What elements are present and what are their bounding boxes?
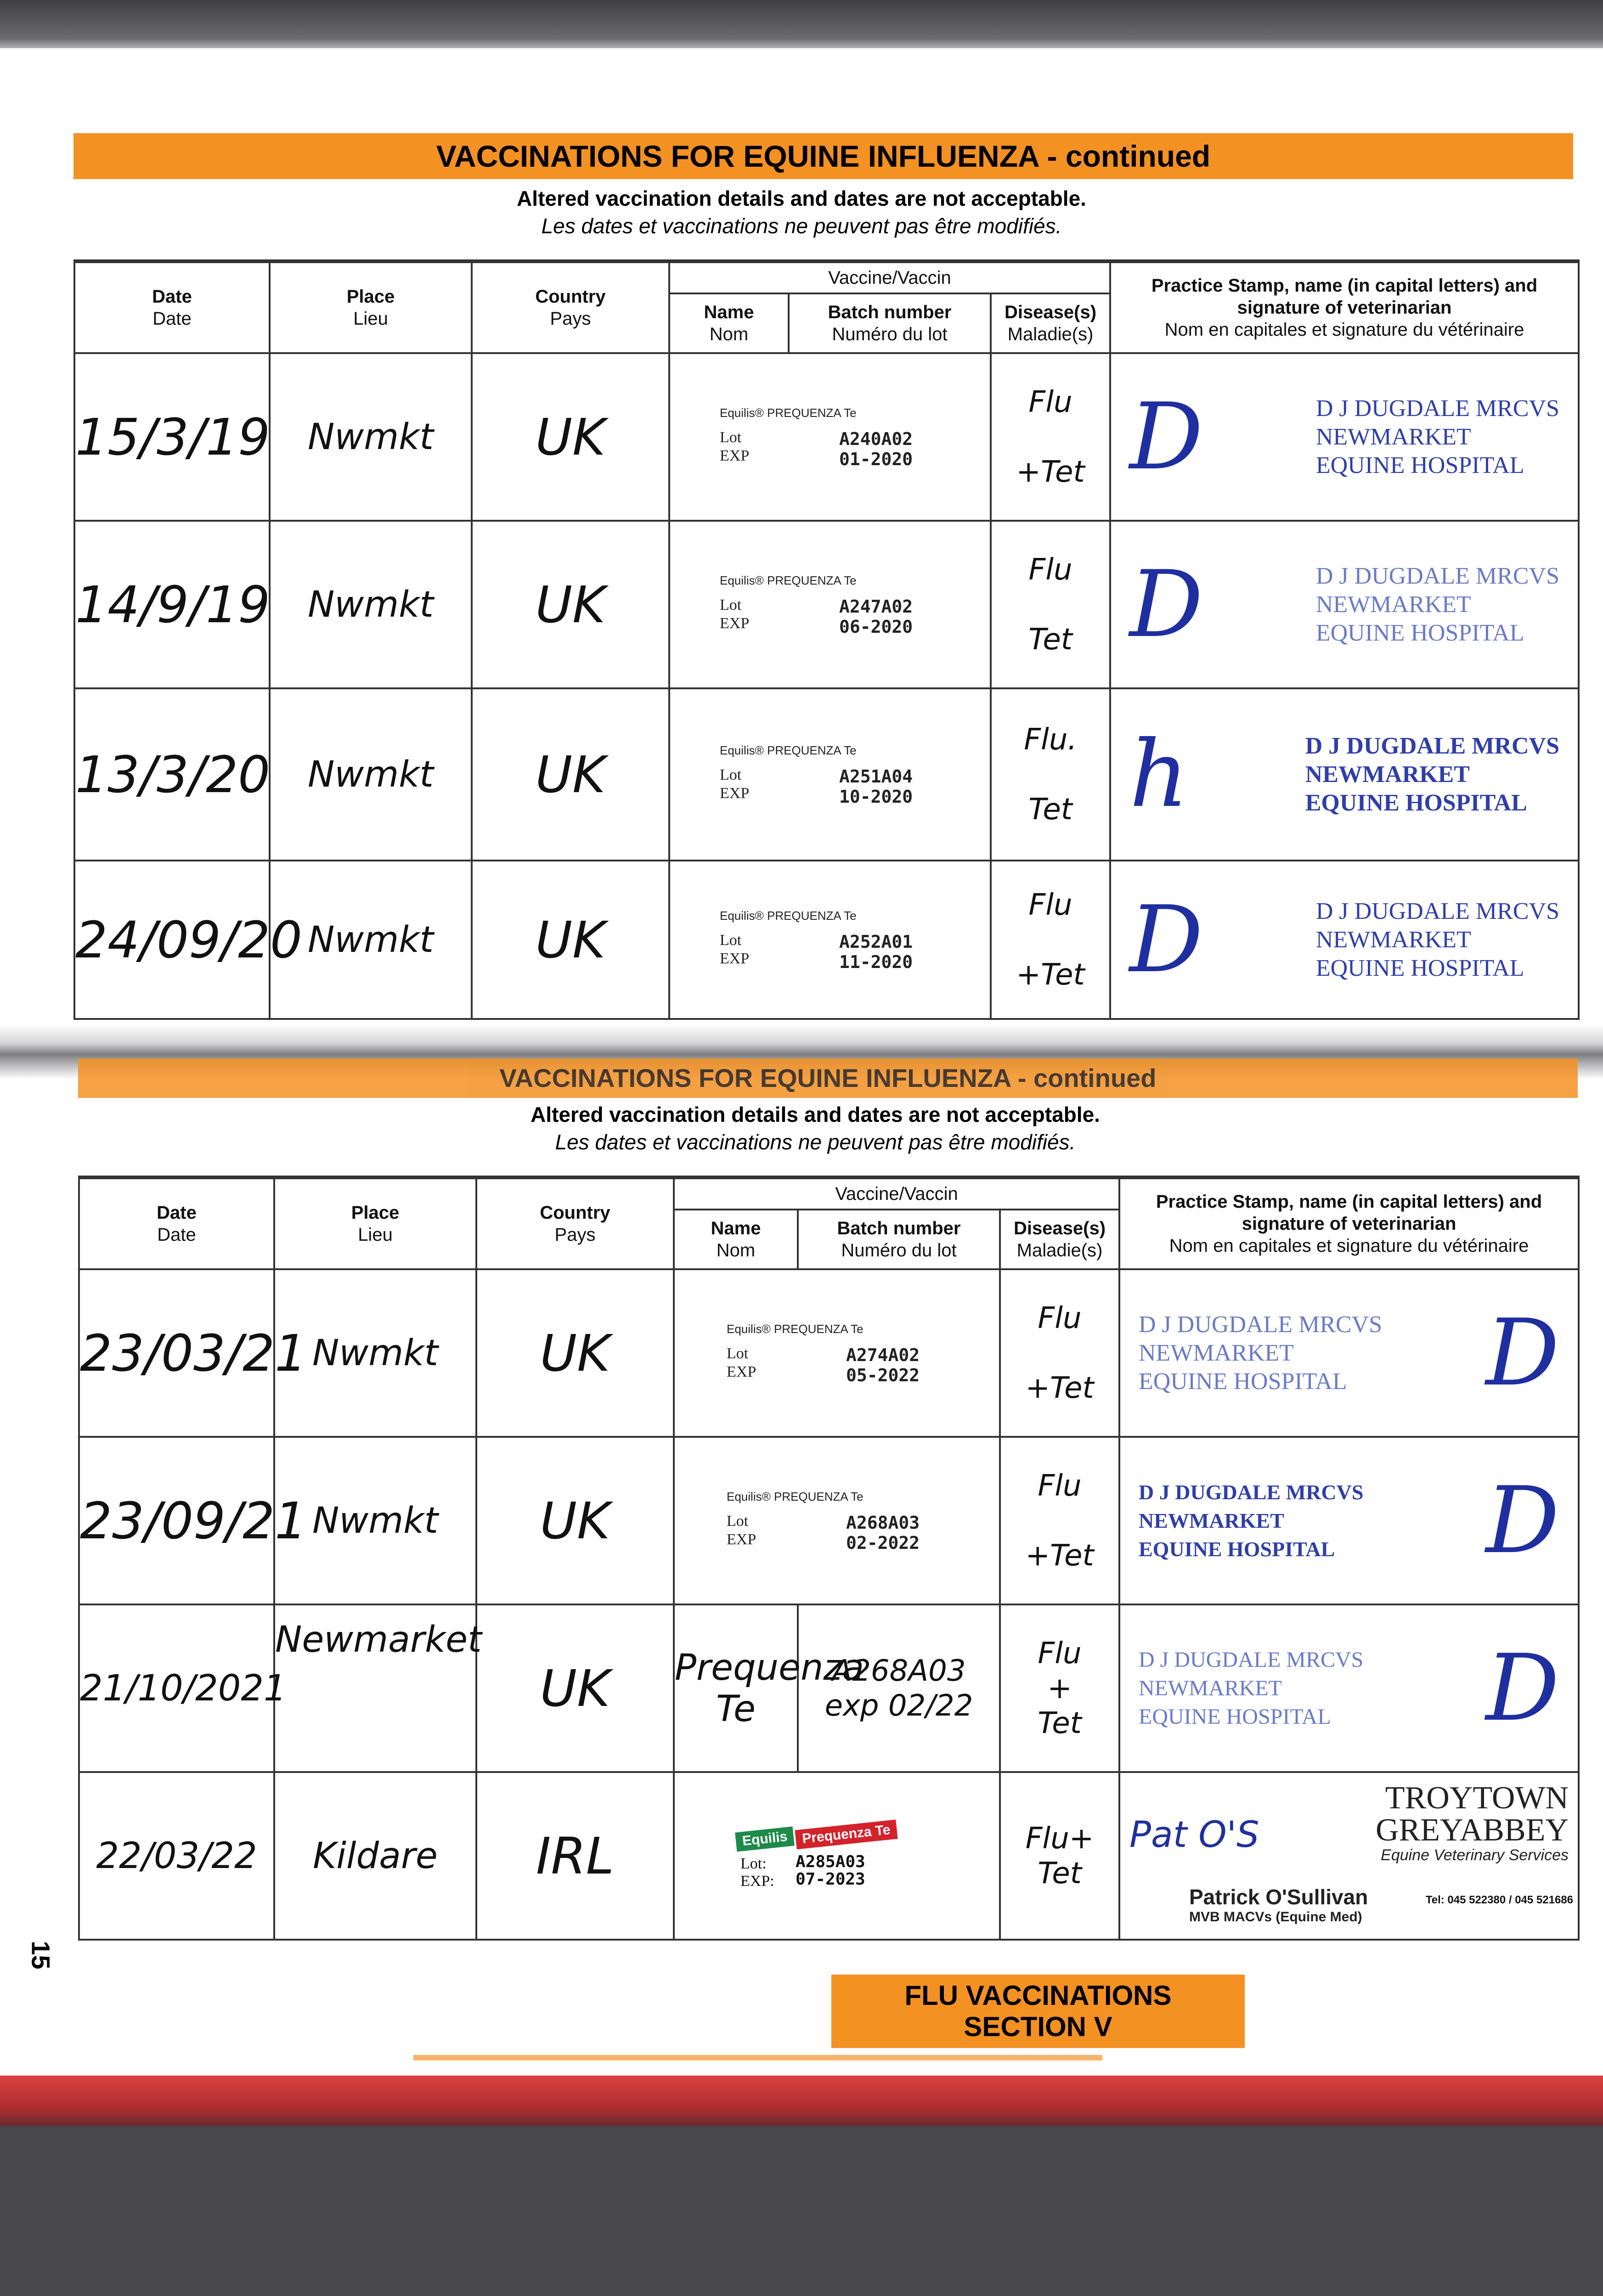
header-name: Name Nom xyxy=(674,1210,798,1269)
stamp-cell xyxy=(1110,861,1579,1019)
batch-number: A247A02 xyxy=(839,597,913,617)
vaccine-sticker: Equilis® PREQUENZA Te Lot EXP A240A02 01-2020 xyxy=(720,406,913,469)
top-shadow xyxy=(0,0,1603,55)
header-date: Date Date xyxy=(79,1177,274,1269)
stamp-cell xyxy=(1110,688,1579,861)
country-cell: IRL xyxy=(476,1772,674,1940)
stamp-cell xyxy=(1119,1269,1579,1437)
expiry-date: 10-2020 xyxy=(839,787,913,807)
vet-signature: D xyxy=(1485,1299,1559,1407)
notice-bottom: Altered vaccination details and dates are not acceptable. Les dates et vaccinations ne peuvent pas être modifiés. xyxy=(531,1103,1100,1154)
vaccine-label-cell xyxy=(669,521,991,688)
country-cell: UK xyxy=(472,353,669,521)
date-cell: 23/03/21 xyxy=(79,1269,274,1437)
country-cell: UK xyxy=(476,1437,674,1604)
disease-cell: Flu + Tet xyxy=(1000,1604,1119,1772)
date-cell: 15/3/19 xyxy=(74,353,270,521)
place-cell: Nwmkt xyxy=(274,1269,476,1437)
place-cell: Nwmkt xyxy=(270,861,472,1019)
vaccine-label-cell xyxy=(669,861,991,1019)
vet-signature: D xyxy=(1485,1467,1559,1574)
vaccine-sticker: Equilis Prequenza Te Lot: EXP: A285A03 07-2023 xyxy=(708,1816,965,1894)
name-cell: Prequenza Te xyxy=(674,1604,798,1772)
date-cell: 21/10/2021 xyxy=(79,1604,274,1772)
vaccine-label-cell xyxy=(674,1437,1000,1604)
vet-name-stamp: Patrick O'Sullivan MVB MACVs (Equine Med) xyxy=(1189,1885,1368,1925)
vaccine-label-cell xyxy=(674,1772,1000,1940)
vaccine-sticker: Equilis® PREQUENZA Te Lot EXP A268A03 02-2022 xyxy=(727,1490,920,1553)
vaccine-label-cell xyxy=(674,1269,1000,1437)
country-cell: UK xyxy=(476,1604,674,1772)
disease-cell: Flu +Tet xyxy=(991,353,1110,521)
place-cell: Nwmkt xyxy=(270,688,472,861)
header-vaccine: Vaccine/Vaccin xyxy=(669,261,1110,293)
country-cell: UK xyxy=(472,861,669,1019)
table-row xyxy=(74,521,1579,688)
vet-signature: D xyxy=(1485,1634,1559,1742)
vaccination-table-top xyxy=(73,259,1580,1020)
vaccine-sticker: Equilis® PREQUENZA Te Lot EXP A247A02 06-2020 xyxy=(720,574,913,637)
expiry-date: 11-2020 xyxy=(839,952,913,972)
passport-cover-edge xyxy=(0,2076,1603,2126)
practice-stamp: D J DUGDALE MRCVS NEWMARKET EQUINE HOSPITAL xyxy=(1315,898,1559,981)
batch-number: A252A01 xyxy=(839,932,913,952)
place-cell: Kildare xyxy=(274,1772,476,1940)
vaccine-label-cell xyxy=(669,688,991,861)
batch-number: A251A04 xyxy=(839,766,913,787)
batch-number: A274A02 xyxy=(846,1345,920,1365)
place-cell: Newmarket xyxy=(274,1604,476,1772)
batch-number: A240A02 xyxy=(839,429,913,449)
header-country: Country Pays xyxy=(472,261,669,353)
section-banner-top: VACCINATIONS FOR EQUINE INFLUENZA - continued xyxy=(73,133,1573,179)
country-cell: UK xyxy=(472,521,669,688)
table-row xyxy=(74,353,1579,521)
vet-signature: D xyxy=(1129,886,1203,993)
practice-stamp: D J DUGDALE MRCVS NEWMARKET EQUINE HOSPITAL xyxy=(1305,732,1559,816)
disease-cell: Flu Tet xyxy=(991,521,1110,688)
practice-stamp: D J DUGDALE MRCVS NEWMARKET EQUINE HOSPITAL xyxy=(1315,395,1559,478)
date-cell: 13/3/20 xyxy=(74,688,270,861)
stamp-cell xyxy=(1110,353,1579,521)
batch-number: A285A03 xyxy=(796,1852,865,1871)
disease-cell: Flu. Tet xyxy=(991,688,1110,861)
table-row xyxy=(79,1269,1579,1437)
practice-stamp: D J DUGDALE MRCVS NEWMARKET EQUINE HOSPITAL xyxy=(1315,563,1559,646)
section-banner-bottom: VACCINATIONS FOR EQUINE INFLUENZA - continued xyxy=(78,1058,1578,1098)
date-cell: 14/9/19 xyxy=(74,521,270,688)
stamp-cell xyxy=(1119,1772,1579,1940)
section-footer: FLU VACCINATIONS SECTION V xyxy=(831,1975,1245,2048)
vet-signature: D xyxy=(1129,551,1203,658)
practice-stamp: D J DUGDALE MRCVS NEWMARKET EQUINE HOSPITAL xyxy=(1139,1311,1383,1395)
table-row xyxy=(79,1437,1579,1604)
vaccination-table-bottom xyxy=(78,1176,1580,1941)
practice-phone: Tel: 045 522380 / 045 521686 xyxy=(1425,1894,1573,1906)
country-cell: UK xyxy=(472,688,669,861)
page-number: 15 xyxy=(26,1941,56,1970)
expiry-date: 06-2020 xyxy=(839,617,913,637)
vet-signature: Pat O'S xyxy=(1129,1814,1259,1856)
batch-cell: A268A03 exp 02/22 xyxy=(798,1604,1000,1772)
batch-number: A268A03 xyxy=(846,1513,920,1533)
header-place: Place Lieu xyxy=(270,261,472,353)
date-cell: 22/03/22 xyxy=(79,1772,274,1940)
background xyxy=(0,2126,1603,2296)
header-batch: Batch number Numéro du lot xyxy=(798,1210,1000,1269)
place-cell: Nwmkt xyxy=(270,521,472,688)
vaccine-sticker: Equilis® PREQUENZA Te Lot EXP A274A02 05-2022 xyxy=(727,1322,920,1385)
disease-cell: Flu+ Tet xyxy=(1000,1772,1119,1940)
vaccine-sticker: Equilis® PREQUENZA Te Lot EXP A252A01 11-2020 xyxy=(720,909,913,972)
vaccine-sticker: Equilis® PREQUENZA Te Lot EXP A251A04 10-2020 xyxy=(720,743,913,807)
practice-logo: TROYTOWN GREYABBEY Equine Veterinary Services xyxy=(1375,1780,1569,1864)
date-cell: 24/09/20 xyxy=(74,861,270,1019)
table-row xyxy=(79,1604,1579,1772)
header-stamp: Practice Stamp, name (in capital letters) and signature of veterinarian Nom en capitales et signature du vétérinaire xyxy=(1119,1177,1579,1269)
place-cell: Nwmkt xyxy=(274,1437,476,1604)
stamp-cell xyxy=(1110,521,1579,688)
vet-signature: D xyxy=(1129,383,1203,490)
expiry-date: 02-2022 xyxy=(846,1533,920,1553)
disease-cell: Flu +Tet xyxy=(1000,1269,1119,1437)
header-stamp: Practice Stamp, name (in capital letters) and signature of veterinarian Nom en capitales et signature du vétérinaire xyxy=(1110,261,1579,353)
disease-cell: Flu +Tet xyxy=(991,861,1110,1019)
stamp-cell xyxy=(1119,1437,1579,1604)
expiry-date: 05-2022 xyxy=(846,1365,920,1385)
header-place: Place Lieu xyxy=(274,1177,476,1269)
header-country: Country Pays xyxy=(476,1177,674,1269)
place-cell: Nwmkt xyxy=(270,353,472,521)
practice-stamp: D J DUGDALE MRCVS NEWMARKET EQUINE HOSPITAL xyxy=(1139,1647,1364,1729)
disease-cell: Flu +Tet xyxy=(1000,1437,1119,1604)
header-disease: Disease(s) Maladie(s) xyxy=(1000,1210,1119,1269)
vaccine-label-cell xyxy=(669,353,991,521)
table-row xyxy=(79,1772,1579,1940)
table-row xyxy=(74,688,1579,861)
notice-top: Altered vaccination details and dates are not acceptable. Les dates et vaccinations ne peuvent pas être modifiés. xyxy=(517,186,1086,238)
header-disease: Disease(s) Maladie(s) xyxy=(991,293,1110,353)
expiry-date: 07-2023 xyxy=(796,1870,865,1889)
vet-signature: h xyxy=(1129,720,1189,828)
stamp-cell xyxy=(1119,1604,1579,1772)
header-batch: Batch number Numéro du lot xyxy=(789,293,991,353)
header-name: Name Nom xyxy=(669,293,789,353)
footer-line xyxy=(413,2055,1102,2060)
date-cell: 23/09/21 xyxy=(79,1437,274,1604)
header-date: Date Date xyxy=(74,261,270,353)
header-vaccine: Vaccine/Vaccin xyxy=(674,1177,1119,1210)
expiry-date: 01-2020 xyxy=(839,449,913,469)
practice-stamp: D J DUGDALE MRCVS NEWMARKET EQUINE HOSPITAL xyxy=(1139,1480,1364,1561)
table-row xyxy=(74,861,1579,1019)
country-cell: UK xyxy=(476,1269,674,1437)
